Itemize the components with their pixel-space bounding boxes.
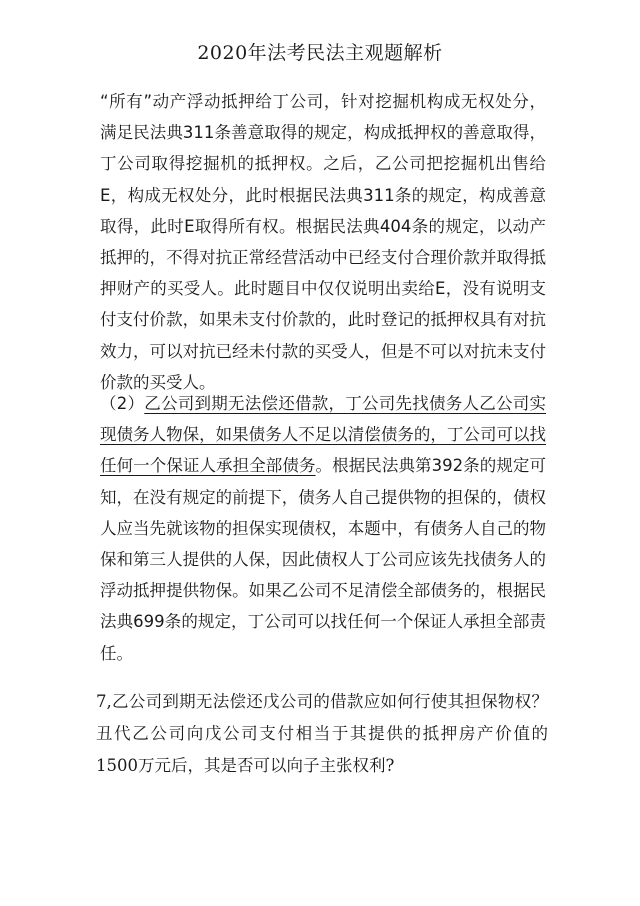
document-title: 2020年法考民法主观题解析: [197, 42, 443, 64]
answer-paragraph-1: “所有”动产浮动抵押给丁公司，针对挖掘机构成无权处分，满足民法典311条善意取得的规定，构成抵押权的善意取得，丁公司取得挖掘机的抵押权。之后，乙公司把挖掘机出售给E，构成无权处分，此时根据民法典311条的规定，构成善意取得，此时E取得所有权。根据民法典404条的规定，以动产抵押的，不得对抗正常经营活动中已经支付合理价款并取得抵押财产的买受人。此时题目中仅仅说明出卖给E，没有说明支付支付价款，如果未支付价款的，此时登记的抵押权具有对抗效力，可以对抗已经未付款的买受人，但是不可以对抗未支付价款的买受人。: [100, 92, 546, 392]
question-7: 7,乙公司到期无法偿还戊公司的借款应如何行使其担保物权？丑代乙公司向戊公司支付相当于其提供的抵押房产价值的1500万元后，其是否可以向子主张权利?: [96, 692, 548, 775]
underlined-answer: 乙公司到期无法偿还借款，丁公司先找债务人乙公司实现债务人物保，如果债务人不足以清偿债务的，丁公司可以找任何一个保证人承担全部债务: [100, 394, 546, 476]
answer-explanation: 。根据民法典第392条的规定可知，在没有规定的前提下，债务人自己提供物的担保的，债权人应当先就该物的担保实现债权，本题中，有债务人自己的物保和第三人提供的人保，因此债权人丁公司应该先找债务人的浮动抵押提供物保。如果乙公司不足清偿全部债务的，根据民法典699条的规定，丁公司可以找任何一个保证人承担全部责任。: [100, 456, 547, 663]
paragraph-number: （2）: [100, 394, 145, 413]
answer-paragraph-2: [100, 388, 546, 669]
